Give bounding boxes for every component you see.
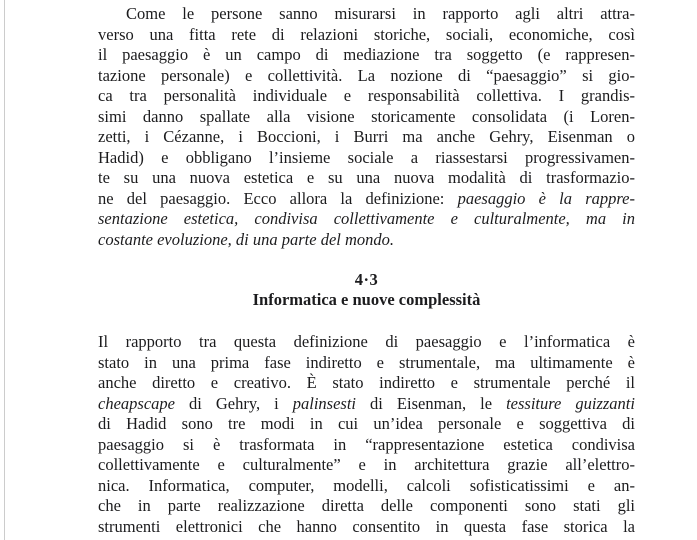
text-segment: il paesaggio è un campo di mediazione tra soggetto (e rappresen- bbox=[98, 45, 635, 64]
text-line bbox=[98, 394, 635, 415]
text-line bbox=[98, 107, 635, 128]
text-segment: zetti, i Cézanne, i Boccioni, i Burri ma anche Gehry, Eisenman o bbox=[98, 127, 635, 146]
text-line bbox=[98, 414, 635, 435]
text-line bbox=[98, 332, 635, 353]
text-segment: Come le persone sanno misurarsi in rapporto agli altri attra- bbox=[126, 4, 635, 23]
text-segment: di Gehry, i bbox=[174, 393, 293, 413]
text-line bbox=[98, 496, 635, 517]
italic-text-segment: costante evoluzione, di una parte del mondo. bbox=[98, 229, 395, 249]
text-line bbox=[98, 517, 635, 538]
text-line bbox=[98, 209, 635, 230]
text-line bbox=[98, 25, 635, 46]
text-segment: paesaggio si è trasformata in “rappresentazione estetica condivisa bbox=[98, 434, 635, 454]
text-line bbox=[98, 455, 635, 476]
paragraph-1 bbox=[98, 4, 635, 250]
text-line bbox=[98, 168, 635, 189]
section-heading bbox=[98, 270, 635, 310]
text-line bbox=[98, 45, 635, 66]
text-segment: te su una nuova estetica e su una nuova modalità di trasformazio- bbox=[98, 168, 635, 187]
text-segment: simi danno spallate alla visione storicamente consolidata (i Loren- bbox=[98, 106, 635, 126]
text-segment: Il rapporto tra questa definizione di paesaggio e l’informatica è bbox=[98, 332, 635, 351]
text-line bbox=[98, 66, 635, 87]
text-line bbox=[98, 127, 635, 148]
text-segment: collettivamente e culturalmente” e in architettura grazie all’elettro- bbox=[98, 455, 635, 474]
text-line bbox=[98, 435, 635, 456]
text-segment: di Eisenman, le bbox=[356, 393, 507, 413]
italic-text-segment: sentazione estetica, condivisa collettivamente e culturalmente, ma in bbox=[98, 209, 635, 228]
text-segment: strumenti elettronici che hanno consentito in questa fase storica la bbox=[98, 516, 635, 536]
page-edge-line bbox=[4, 0, 5, 540]
paragraph-2 bbox=[98, 332, 635, 537]
text-segment: tazione personale) e collettività. La nozione di “paesaggio” si gio- bbox=[98, 65, 635, 85]
text-segment: anche diretto e creativo. È stato indiretto e strumentale perché il bbox=[98, 373, 635, 392]
italic-text-segment: cheapscape bbox=[98, 393, 175, 413]
text-line bbox=[98, 86, 635, 107]
text-line bbox=[98, 189, 635, 210]
text-block bbox=[98, 4, 635, 537]
text-line bbox=[98, 148, 635, 169]
italic-text-segment: paesaggio è la rappre- bbox=[457, 188, 636, 208]
text-segment: Hadid) e obbligano l’insieme sociale a riassestarsi progressivamen- bbox=[98, 147, 635, 167]
text-line bbox=[98, 353, 635, 374]
text-segment: stato in una prima fase indiretto e strumentale, ma ultimamente è bbox=[98, 352, 635, 372]
text-line bbox=[98, 373, 635, 394]
italic-text-segment: tessiture guizzanti bbox=[506, 393, 635, 413]
text-segment: ca tra personalità individuale e responsabilità collettiva. I grandis- bbox=[98, 86, 635, 105]
text-line bbox=[98, 476, 635, 497]
italic-text-segment: palinsesti bbox=[292, 393, 357, 413]
text-segment: che in parte realizzazione diretta delle componenti sono stati gli bbox=[98, 496, 635, 515]
text-segment: di Hadid sono tre modi in cui un’idea personale e soggettiva di bbox=[98, 414, 635, 433]
text-line bbox=[98, 230, 635, 251]
section-number: 4·3 bbox=[354, 270, 379, 289]
section-title: Informatica e nuove complessità bbox=[252, 290, 481, 309]
text-segment: ne del paesaggio. Ecco allora la definizione: bbox=[98, 188, 458, 208]
text-segment: nica. Informatica, computer, modelli, calcoli sofisticatissimi e an- bbox=[98, 475, 635, 495]
text-segment: verso una fitta rete di relazioni storiche, sociali, economiche, così bbox=[98, 24, 635, 44]
text-line bbox=[98, 4, 635, 25]
